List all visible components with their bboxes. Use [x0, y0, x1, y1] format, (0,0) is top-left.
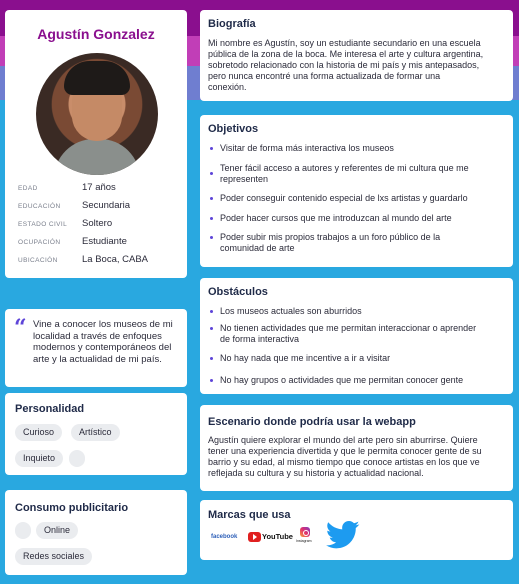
bullet-icon — [210, 217, 213, 220]
bullet-icon — [210, 310, 213, 313]
obstacle-item: Los museos actuales son aburridos — [208, 306, 507, 317]
biography-line: pero nunca encontré una forma actualizada de formar una — [208, 71, 441, 81]
advertising-consumption-card — [5, 490, 187, 575]
personality-tag: Curioso — [15, 424, 62, 441]
info-value: Soltero — [82, 218, 113, 229]
info-row-location — [18, 254, 183, 268]
goal-item: Poder subir mis propios trabajos a un foro público de la comunidad de arte — [208, 232, 507, 254]
twitter-bird-icon — [326, 520, 360, 555]
profile-card — [5, 10, 187, 278]
info-value: La Boca, CABA — [82, 254, 149, 265]
bullet-icon — [210, 147, 213, 150]
biography-line: conexión. — [208, 82, 247, 92]
info-label: EDUCACIÓN — [18, 203, 61, 210]
scenario-line: tener una experiencia divertida y que le permita conocer gente de su — [208, 446, 482, 456]
obstacle-item: No hay nada que me incentive a ir a visitar — [208, 353, 507, 364]
obstacles-card — [200, 278, 513, 394]
biography-line: pública de la zona de la boca. Me interesa el arte y cultura argentina, — [208, 49, 484, 59]
brands-title: Marcas que usa — [208, 509, 291, 521]
instagram-camera-icon — [300, 527, 310, 537]
bullet-icon — [210, 197, 213, 200]
info-value: 17 años — [82, 182, 116, 193]
scenario-title: Escenario donde podría usar la webapp — [208, 416, 416, 428]
goal-item: Poder conseguir contenido especial de lxs artistas y guardarlo — [208, 193, 507, 204]
goal-item: Tener fácil acceso a autores y referentes de mi cultura que me representen — [208, 163, 507, 185]
info-value: Estudiante — [82, 236, 127, 247]
info-row-age — [18, 182, 183, 196]
info-label: EDAD — [18, 185, 38, 192]
consumption-title: Consumo publicitario — [15, 502, 129, 514]
goals-card — [200, 115, 513, 267]
scenario-line: reflejada su cultura y su historia y actualidad nacional. — [208, 468, 424, 478]
personality-tag-empty — [69, 450, 85, 467]
bullet-icon — [210, 379, 213, 382]
biography-card — [200, 10, 513, 101]
instagram-logo: Instagram — [296, 527, 314, 547]
consumption-tag: Online — [36, 522, 78, 539]
biography-line: sobretodo relacionado con la historia de mi país y mis antepasados, — [208, 60, 480, 70]
personality-tag: Artístico — [71, 424, 120, 441]
obstacle-item: No tienen actividades que me permitan interaccionar o aprender de forma interactiva — [208, 323, 507, 345]
scenario-line: Agustín quiere explorar el mundo del arte pero sin aburrirse. Quiere — [208, 435, 478, 445]
goal-item: Poder hacer cursos que me introduzcan al mundo del arte — [208, 213, 507, 224]
goals-title: Objetivos — [208, 123, 259, 135]
quote-text: Vine a conocer los museos de mi localidad a través de enfoques modernos y contemporáneos del arte y la actualidad de mi país. — [33, 319, 173, 365]
scenario-card — [200, 405, 513, 491]
personality-tag: Inquieto — [15, 450, 63, 467]
quote-icon: “ — [14, 315, 27, 341]
consumption-tag: Redes sociales — [15, 548, 92, 565]
facebook-logo: facebook — [211, 534, 238, 540]
biography-line: Mi nombre es Agustín, soy un estudiante secundario en una escuela — [208, 38, 481, 48]
bullet-icon — [210, 236, 213, 239]
obstacle-item: No hay grupos o actividades que me permitan conocer gente — [208, 375, 507, 386]
personality-title: Personalidad — [15, 403, 85, 415]
info-row-marital-status — [18, 218, 183, 232]
goal-item: Visitar de forma más interactiva los museos — [208, 143, 507, 154]
biography-title: Biografía — [208, 18, 256, 30]
brands-card: Marcas que usa facebook YouTube Instagram — [200, 500, 513, 560]
info-row-education — [18, 200, 183, 214]
youtube-play-icon — [248, 532, 261, 542]
quote-card — [5, 309, 187, 387]
info-label: UBICACIÓN — [18, 257, 58, 264]
avatar — [36, 53, 158, 175]
bullet-icon — [210, 172, 213, 175]
consumption-tag-empty — [15, 522, 31, 539]
info-label: ESTADO CIVIL — [18, 221, 68, 228]
bullet-icon — [210, 327, 213, 330]
personality-card — [5, 393, 187, 475]
info-value: Secundaria — [82, 200, 131, 211]
info-row-occupation — [18, 236, 183, 250]
scenario-line: barrio y su edad, al mismo tiempo que conoce artistas en los que ve — [208, 457, 480, 467]
bullet-icon — [210, 357, 213, 360]
info-label: OCUPACIÓN — [18, 239, 61, 246]
obstacles-title: Obstáculos — [208, 286, 268, 298]
persona-name: Agustín Gonzalez — [37, 26, 155, 42]
